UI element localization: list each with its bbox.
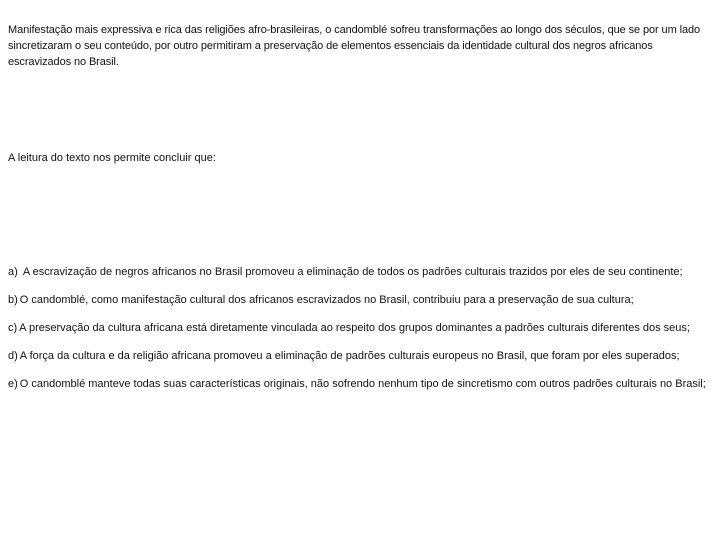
option-b [8,293,712,308]
option-text: A preservação da cultura africana está diretamente vinculada ao respeito dos grupos dominantes a padrões culturais diferentes dos seus; [19,322,690,334]
option-a [8,265,712,280]
answer-options [8,265,712,405]
option-text: A escravização de negros africanos no Brasil promoveu a eliminação de todos os padrões culturais trazidos por eles de seu continente; [22,266,683,278]
option-text: A força da cultura e da religião africana promoveu a eliminação de padrões culturais europeus no Brasil, que foram por eles superados; [19,350,680,362]
option-letter: c) [8,322,18,334]
option-letter: b) [8,294,18,306]
intro-paragraph: Manifestação mais expressiva e rica das religiões afro-brasileiras, o candomblé sofreu transformações ao longo dos séculos, que se por um lado sincretizaram o seu conteúdo, por outro permitiram a preservação de elementos essenciais da identidade cultural dos negros africanos escravizados no Brasil. [8,24,700,68]
option-letter: a) [8,266,21,278]
option-d [8,349,712,364]
option-text: O candomblé, como manifestação cultural dos africanos escravizados no Brasil, contribuiu para a preservação de sua cultura; [19,294,634,306]
option-c [8,321,712,336]
option-text: O candomblé manteve todas suas características originais, não sofrendo nenhum tipo de sincretismo com outros padrões culturais no Brasil; [19,378,706,390]
option-e [8,377,712,392]
option-letter: d) [8,350,18,362]
option-letter: e) [8,378,18,390]
question-prompt: A leitura do texto nos permite concluir que: [8,152,216,164]
